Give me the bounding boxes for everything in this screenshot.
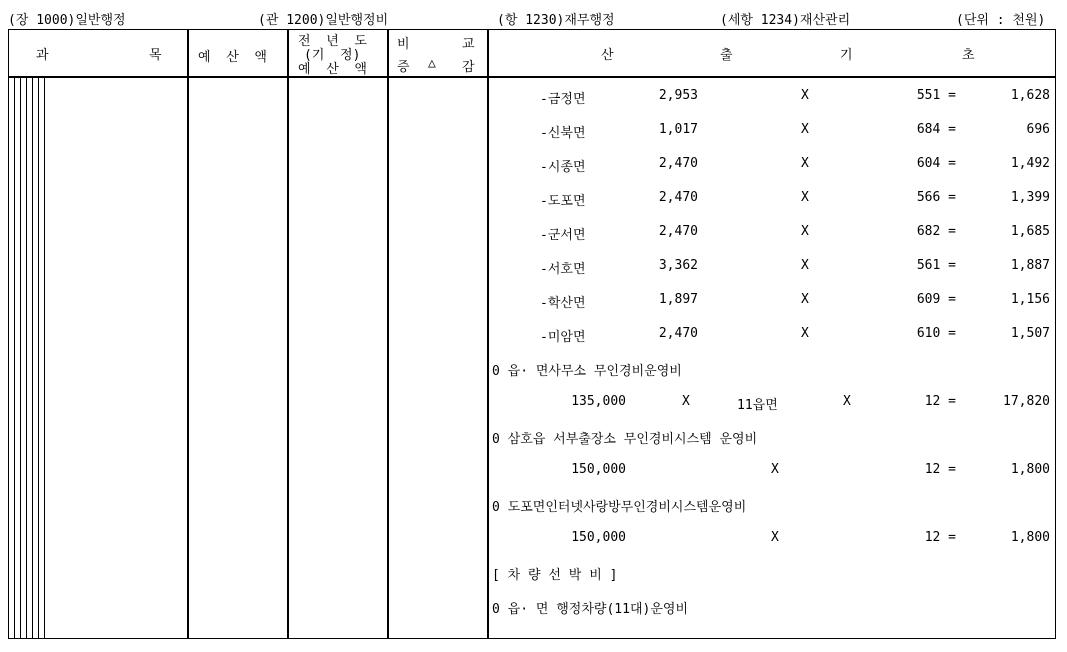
item-count: 12 =	[924, 530, 956, 545]
row-name: -학산면	[540, 296, 586, 311]
multiply-sign: X	[801, 156, 809, 171]
row-count: 684 =	[916, 122, 956, 137]
multiply-sign: X	[801, 292, 809, 307]
col-divider	[487, 29, 489, 639]
indent-line	[14, 77, 15, 639]
row-name: -도포면	[540, 194, 586, 209]
col-calc-cho: 초	[962, 48, 975, 63]
row-total: 1,492	[1010, 156, 1050, 171]
col-mok: 목	[149, 48, 162, 63]
row-name: -금정면	[540, 92, 586, 107]
row-total: 1,399	[1010, 190, 1050, 205]
multiply-sign: X	[682, 394, 690, 409]
indent-line	[32, 77, 33, 639]
row-name: -시종면	[540, 160, 586, 175]
multiply-sign: X	[801, 258, 809, 273]
item-count: 12 =	[924, 462, 956, 477]
indent-line	[44, 77, 45, 639]
row-name: -서호면	[540, 262, 586, 277]
row-count: 551 =	[916, 88, 956, 103]
indent-line	[38, 77, 39, 639]
unit-label: (단위 : 천원)	[956, 13, 1046, 28]
item-total: 1,800	[1010, 462, 1050, 477]
row-amount: 2,470	[658, 224, 698, 239]
item-title: 0 읍· 면사무소 무인경비운영비	[492, 364, 682, 379]
row-name: -미암면	[540, 330, 586, 345]
col-prev-3: 예 산 액	[298, 62, 367, 77]
row-count: 609 =	[916, 292, 956, 307]
row-amount: 2,470	[658, 326, 698, 341]
hang-label: (항 1230)재무행정	[497, 13, 615, 28]
row-total: 1,628	[1010, 88, 1050, 103]
row-amount: 1,017	[658, 122, 698, 137]
col-compare-jeung: 증	[397, 60, 410, 75]
col-compare-bi: 비	[397, 37, 410, 52]
row-total: 1,507	[1010, 326, 1050, 341]
col-calc-chul: 출	[720, 48, 733, 63]
row-name: -신북면	[540, 126, 586, 141]
header-divider	[8, 76, 1056, 78]
row-total: 696	[1026, 122, 1050, 137]
item-count: 12 =	[924, 394, 956, 409]
row-total: 1,156	[1010, 292, 1050, 307]
multiply-sign: X	[771, 462, 779, 477]
col-compare-gam: 감	[462, 60, 475, 75]
multiply-sign: X	[801, 224, 809, 239]
item-title: 0 읍· 면 행정차량(11대)운영비	[492, 602, 689, 617]
section-heading: [ 차 량 선 박 비 ]	[492, 568, 618, 583]
col-calc-gi: 기	[840, 48, 853, 63]
row-total: 1,685	[1010, 224, 1050, 239]
row-amount: 2,470	[658, 190, 698, 205]
col-calc-san: 산	[601, 48, 614, 63]
item-unit-count: 11읍면	[737, 398, 778, 413]
row-name: -군서면	[540, 228, 586, 243]
col-gwa: 과	[36, 48, 49, 63]
row-amount: 3,362	[658, 258, 698, 273]
col-divider	[287, 29, 289, 639]
item-total: 1,800	[1010, 530, 1050, 545]
row-amount: 2,953	[658, 88, 698, 103]
item-title: 0 삼호읍 서부출장소 무인경비시스템 운영비	[492, 432, 758, 447]
sehang-label: (세항 1234)재산관리	[720, 13, 851, 28]
indent-line	[20, 77, 21, 639]
multiply-sign: X	[801, 122, 809, 137]
col-divider	[187, 29, 189, 639]
multiply-sign: X	[843, 394, 851, 409]
col-prev-1: 전 년 도	[298, 34, 367, 49]
multiply-sign: X	[801, 190, 809, 205]
row-count: 561 =	[916, 258, 956, 273]
row-total: 1,887	[1010, 258, 1050, 273]
multiply-sign: X	[771, 530, 779, 545]
row-count: 610 =	[916, 326, 956, 341]
item-title: 0 도포면인터넷사랑방무인경비시스템운영비	[492, 500, 747, 515]
col-compare-gyo: 교	[462, 37, 475, 52]
item-amount: 135,000	[571, 394, 626, 409]
row-amount: 1,897	[658, 292, 698, 307]
multiply-sign: X	[801, 88, 809, 103]
col-budget: 예 산 액	[198, 50, 267, 65]
jang-label: (장 1000)일반행정	[8, 13, 126, 28]
col-divider	[387, 29, 389, 639]
indent-line	[26, 77, 27, 639]
row-count: 604 =	[916, 156, 956, 171]
item-amount: 150,000	[571, 462, 626, 477]
row-count: 566 =	[916, 190, 956, 205]
col-prev-2: (기 정)	[304, 48, 361, 63]
gwan-label: (관 1200)일반행정비	[258, 13, 389, 28]
multiply-sign: X	[801, 326, 809, 341]
row-amount: 2,470	[658, 156, 698, 171]
col-compare-delta: △	[428, 56, 436, 71]
item-amount: 150,000	[571, 530, 626, 545]
row-count: 682 =	[916, 224, 956, 239]
item-total: 17,820	[1003, 394, 1050, 409]
